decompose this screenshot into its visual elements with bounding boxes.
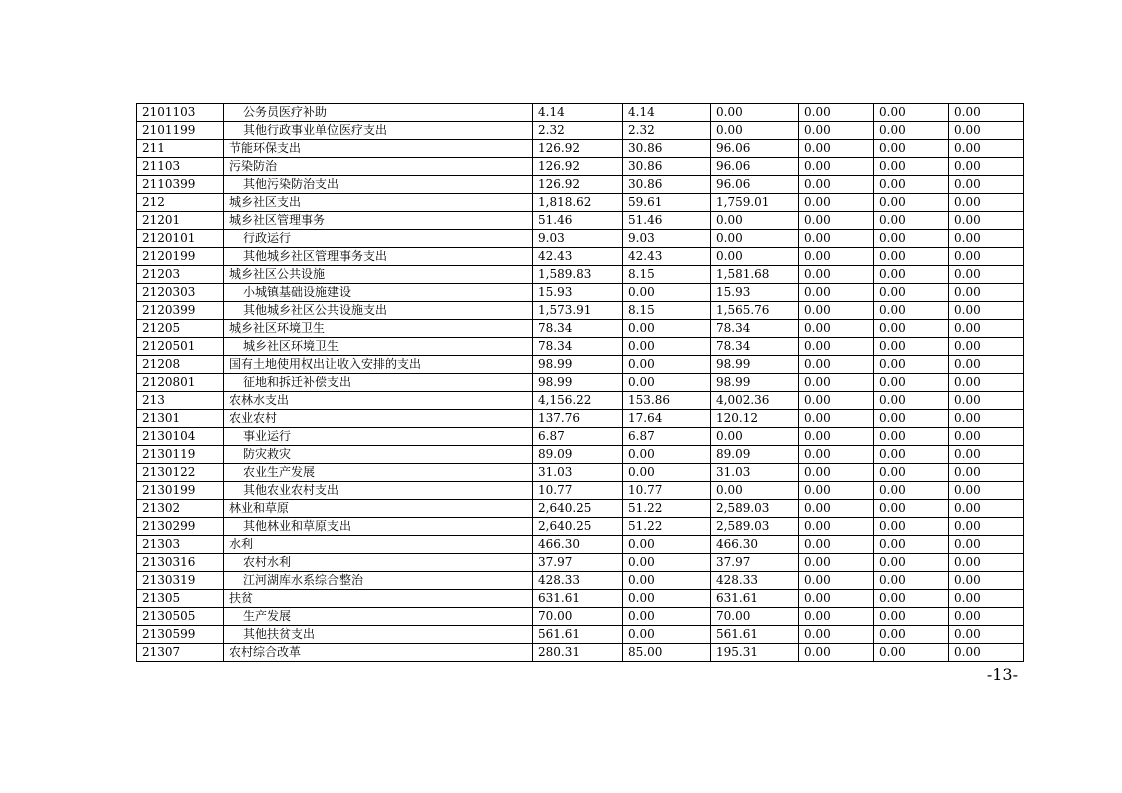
amount-cell: 0.00: [874, 176, 949, 194]
amount-cell: 0.00: [874, 320, 949, 338]
amount-cell: 0.00: [799, 590, 874, 608]
amount-cell: 1,589.83: [533, 266, 623, 284]
amount-cell: 126.92: [533, 158, 623, 176]
amount-cell: 15.93: [533, 284, 623, 302]
amount-cell: 51.22: [623, 500, 711, 518]
amount-cell: 51.46: [533, 212, 623, 230]
amount-cell: 0.00: [874, 356, 949, 374]
amount-cell: 0.00: [623, 626, 711, 644]
amount-cell: 1,818.62: [533, 194, 623, 212]
table-row: [137, 284, 1024, 302]
amount-cell: 0.00: [799, 482, 874, 500]
amount-cell: 1,759.01: [711, 194, 799, 212]
amount-cell: 0.00: [949, 428, 1024, 446]
table-row: [137, 176, 1024, 194]
table-row: [137, 518, 1024, 536]
subject-code-cell: 2130199: [137, 482, 224, 500]
amount-cell: 89.09: [711, 446, 799, 464]
amount-cell: 0.00: [799, 212, 874, 230]
amount-cell: 0.00: [799, 284, 874, 302]
amount-cell: 96.06: [711, 176, 799, 194]
amount-cell: 0.00: [949, 608, 1024, 626]
table-row: [137, 410, 1024, 428]
amount-cell: 0.00: [623, 536, 711, 554]
subject-code-cell: 2130599: [137, 626, 224, 644]
subject-name-cell: 农林水支出: [224, 392, 533, 410]
amount-cell: 0.00: [874, 554, 949, 572]
subject-code-cell: 21208: [137, 356, 224, 374]
amount-cell: 0.00: [711, 482, 799, 500]
subject-code-cell: 2130316: [137, 554, 224, 572]
subject-name-cell: 公务员医疗补助: [224, 104, 533, 122]
amount-cell: 0.00: [949, 230, 1024, 248]
amount-cell: 0.00: [623, 284, 711, 302]
subject-name-cell: 小城镇基础设施建设: [224, 284, 533, 302]
amount-cell: 0.00: [623, 464, 711, 482]
amount-cell: 0.00: [874, 140, 949, 158]
amount-cell: 0.00: [799, 464, 874, 482]
amount-cell: 0.00: [711, 248, 799, 266]
amount-cell: 1,565.76: [711, 302, 799, 320]
amount-cell: 561.61: [711, 626, 799, 644]
subject-code-cell: 2120199: [137, 248, 224, 266]
table-row: [137, 212, 1024, 230]
amount-cell: 0.00: [799, 410, 874, 428]
subject-code-cell: 21303: [137, 536, 224, 554]
amount-cell: 70.00: [711, 608, 799, 626]
subject-name-cell: 城乡社区环境卫生: [224, 338, 533, 356]
amount-cell: 0.00: [949, 104, 1024, 122]
amount-cell: 466.30: [533, 536, 623, 554]
subject-code-cell: 2101103: [137, 104, 224, 122]
subject-name-cell: 水利: [224, 536, 533, 554]
subject-name-cell: 扶贫: [224, 590, 533, 608]
amount-cell: 2,589.03: [711, 500, 799, 518]
amount-cell: 0.00: [799, 500, 874, 518]
amount-cell: 195.31: [711, 644, 799, 662]
amount-cell: 0.00: [874, 464, 949, 482]
amount-cell: 6.87: [623, 428, 711, 446]
amount-cell: 0.00: [799, 194, 874, 212]
amount-cell: 9.03: [623, 230, 711, 248]
table-row: [137, 590, 1024, 608]
amount-cell: 0.00: [799, 320, 874, 338]
amount-cell: 0.00: [799, 608, 874, 626]
amount-cell: 2.32: [533, 122, 623, 140]
amount-cell: 0.00: [799, 644, 874, 662]
amount-cell: 0.00: [949, 446, 1024, 464]
amount-cell: 0.00: [949, 464, 1024, 482]
subject-name-cell: 污染防治: [224, 158, 533, 176]
table-row: [137, 374, 1024, 392]
subject-name-cell: 其他农业农村支出: [224, 482, 533, 500]
table-row: [137, 266, 1024, 284]
amount-cell: 4,156.22: [533, 392, 623, 410]
subject-name-cell: 其他扶贫支出: [224, 626, 533, 644]
amount-cell: 0.00: [949, 302, 1024, 320]
amount-cell: 0.00: [949, 266, 1024, 284]
table-row: [137, 338, 1024, 356]
amount-cell: 0.00: [949, 212, 1024, 230]
subject-name-cell: 其他污染防治支出: [224, 176, 533, 194]
table-row: [137, 194, 1024, 212]
subject-name-cell: 农业农村: [224, 410, 533, 428]
amount-cell: 30.86: [623, 176, 711, 194]
subject-code-cell: 21103: [137, 158, 224, 176]
table-row: [137, 392, 1024, 410]
amount-cell: 0.00: [949, 590, 1024, 608]
amount-cell: 466.30: [711, 536, 799, 554]
amount-cell: 8.15: [623, 302, 711, 320]
subject-name-cell: 防灾救灾: [224, 446, 533, 464]
subject-name-cell: 其他行政事业单位医疗支出: [224, 122, 533, 140]
amount-cell: 1,581.68: [711, 266, 799, 284]
amount-cell: 0.00: [949, 194, 1024, 212]
amount-cell: 0.00: [949, 482, 1024, 500]
table-row: [137, 446, 1024, 464]
subject-name-cell: 城乡社区环境卫生: [224, 320, 533, 338]
amount-cell: 0.00: [874, 500, 949, 518]
table-row: [137, 428, 1024, 446]
subject-code-cell: 211: [137, 140, 224, 158]
table-row: [137, 302, 1024, 320]
amount-cell: 0.00: [799, 356, 874, 374]
amount-cell: 0.00: [799, 158, 874, 176]
amount-cell: 0.00: [874, 122, 949, 140]
amount-cell: 30.86: [623, 158, 711, 176]
amount-cell: 0.00: [711, 428, 799, 446]
table-row: [137, 140, 1024, 158]
amount-cell: 0.00: [623, 572, 711, 590]
subject-code-cell: 2120801: [137, 374, 224, 392]
amount-cell: 0.00: [874, 338, 949, 356]
amount-cell: 0.00: [799, 302, 874, 320]
table-row: [137, 104, 1024, 122]
amount-cell: 0.00: [799, 392, 874, 410]
amount-cell: 1,573.91: [533, 302, 623, 320]
amount-cell: 78.34: [533, 320, 623, 338]
amount-cell: 120.12: [711, 410, 799, 428]
amount-cell: 126.92: [533, 176, 623, 194]
amount-cell: 153.86: [623, 392, 711, 410]
amount-cell: 0.00: [949, 338, 1024, 356]
table-row: [137, 644, 1024, 662]
subject-name-cell: 城乡社区支出: [224, 194, 533, 212]
amount-cell: 0.00: [949, 140, 1024, 158]
amount-cell: 0.00: [949, 518, 1024, 536]
amount-cell: 0.00: [799, 140, 874, 158]
amount-cell: 0.00: [799, 536, 874, 554]
subject-name-cell: 事业运行: [224, 428, 533, 446]
amount-cell: 98.99: [533, 374, 623, 392]
subject-name-cell: 林业和草原: [224, 500, 533, 518]
amount-cell: 78.34: [711, 320, 799, 338]
amount-cell: 428.33: [711, 572, 799, 590]
amount-cell: 96.06: [711, 158, 799, 176]
amount-cell: 31.03: [711, 464, 799, 482]
amount-cell: 0.00: [711, 212, 799, 230]
subject-code-cell: 21201: [137, 212, 224, 230]
amount-cell: 2,589.03: [711, 518, 799, 536]
amount-cell: 0.00: [623, 320, 711, 338]
amount-cell: 0.00: [949, 356, 1024, 374]
amount-cell: 96.06: [711, 140, 799, 158]
amount-cell: 0.00: [799, 626, 874, 644]
amount-cell: 0.00: [874, 608, 949, 626]
amount-cell: 9.03: [533, 230, 623, 248]
amount-cell: 0.00: [799, 572, 874, 590]
amount-cell: 0.00: [623, 608, 711, 626]
amount-cell: 0.00: [874, 158, 949, 176]
amount-cell: 0.00: [874, 518, 949, 536]
table-row: [137, 356, 1024, 374]
amount-cell: 15.93: [711, 284, 799, 302]
amount-cell: 78.34: [533, 338, 623, 356]
amount-cell: 98.99: [711, 356, 799, 374]
amount-cell: 137.76: [533, 410, 623, 428]
amount-cell: 0.00: [874, 482, 949, 500]
subject-name-cell: 江河湖库水系综合整治: [224, 572, 533, 590]
amount-cell: 4.14: [623, 104, 711, 122]
amount-cell: 0.00: [949, 554, 1024, 572]
amount-cell: 2,640.25: [533, 500, 623, 518]
amount-cell: 0.00: [874, 374, 949, 392]
amount-cell: 98.99: [533, 356, 623, 374]
amount-cell: 0.00: [949, 644, 1024, 662]
subject-name-cell: 农业生产发展: [224, 464, 533, 482]
table-row: [137, 482, 1024, 500]
amount-cell: 0.00: [874, 284, 949, 302]
amount-cell: 0.00: [874, 446, 949, 464]
amount-cell: 0.00: [799, 122, 874, 140]
amount-cell: 2,640.25: [533, 518, 623, 536]
amount-cell: 0.00: [623, 590, 711, 608]
table-row: [137, 500, 1024, 518]
subject-code-cell: 21305: [137, 590, 224, 608]
amount-cell: 0.00: [949, 284, 1024, 302]
amount-cell: 0.00: [799, 338, 874, 356]
amount-cell: 0.00: [949, 410, 1024, 428]
subject-code-cell: 2130299: [137, 518, 224, 536]
table-row: [137, 608, 1024, 626]
amount-cell: 0.00: [949, 158, 1024, 176]
table-row: [137, 464, 1024, 482]
amount-cell: 0.00: [623, 446, 711, 464]
amount-cell: 0.00: [799, 176, 874, 194]
subject-name-cell: 行政运行: [224, 230, 533, 248]
amount-cell: 59.61: [623, 194, 711, 212]
amount-cell: 0.00: [874, 230, 949, 248]
amount-cell: 0.00: [874, 104, 949, 122]
subject-code-cell: 2130319: [137, 572, 224, 590]
table-row: [137, 536, 1024, 554]
subject-code-cell: 2120303: [137, 284, 224, 302]
amount-cell: 0.00: [623, 554, 711, 572]
amount-cell: 42.43: [623, 248, 711, 266]
amount-cell: 561.61: [533, 626, 623, 644]
subject-name-cell: 其他林业和草原支出: [224, 518, 533, 536]
amount-cell: 0.00: [874, 194, 949, 212]
table-row: [137, 572, 1024, 590]
amount-cell: 0.00: [874, 392, 949, 410]
subject-code-cell: 2130104: [137, 428, 224, 446]
amount-cell: 0.00: [874, 212, 949, 230]
amount-cell: 0.00: [623, 338, 711, 356]
table-body: [137, 104, 1024, 662]
amount-cell: 0.00: [799, 554, 874, 572]
subject-name-cell: 其他城乡社区管理事务支出: [224, 248, 533, 266]
subject-code-cell: 21301: [137, 410, 224, 428]
subject-name-cell: 生产发展: [224, 608, 533, 626]
subject-code-cell: 2120399: [137, 302, 224, 320]
amount-cell: 631.61: [711, 590, 799, 608]
table-row: [137, 230, 1024, 248]
subject-code-cell: 2120501: [137, 338, 224, 356]
amount-cell: 0.00: [874, 302, 949, 320]
amount-cell: 31.03: [533, 464, 623, 482]
amount-cell: 0.00: [799, 518, 874, 536]
amount-cell: 10.77: [533, 482, 623, 500]
table-row: [137, 122, 1024, 140]
amount-cell: 280.31: [533, 644, 623, 662]
subject-name-cell: 城乡社区管理事务: [224, 212, 533, 230]
amount-cell: 0.00: [874, 248, 949, 266]
amount-cell: 51.46: [623, 212, 711, 230]
amount-cell: 0.00: [949, 500, 1024, 518]
amount-cell: 0.00: [874, 590, 949, 608]
table-row: [137, 626, 1024, 644]
subject-code-cell: 212: [137, 194, 224, 212]
amount-cell: 4.14: [533, 104, 623, 122]
amount-cell: 0.00: [874, 536, 949, 554]
amount-cell: 0.00: [949, 176, 1024, 194]
amount-cell: 0.00: [874, 428, 949, 446]
table-row: [137, 554, 1024, 572]
amount-cell: 0.00: [711, 122, 799, 140]
subject-code-cell: 2130119: [137, 446, 224, 464]
amount-cell: 0.00: [874, 644, 949, 662]
table-row: [137, 158, 1024, 176]
amount-cell: 126.92: [533, 140, 623, 158]
amount-cell: 78.34: [711, 338, 799, 356]
subject-name-cell: 农村水利: [224, 554, 533, 572]
amount-cell: 85.00: [623, 644, 711, 662]
table-row: [137, 320, 1024, 338]
amount-cell: 0.00: [799, 248, 874, 266]
subject-code-cell: 2101199: [137, 122, 224, 140]
amount-cell: 0.00: [949, 248, 1024, 266]
amount-cell: 0.00: [949, 122, 1024, 140]
amount-cell: 0.00: [799, 446, 874, 464]
amount-cell: 30.86: [623, 140, 711, 158]
subject-name-cell: 其他城乡社区公共设施支出: [224, 302, 533, 320]
amount-cell: 0.00: [799, 428, 874, 446]
amount-cell: 4,002.36: [711, 392, 799, 410]
subject-code-cell: 213: [137, 392, 224, 410]
subject-name-cell: 节能环保支出: [224, 140, 533, 158]
table-row: [137, 248, 1024, 266]
subject-name-cell: 国有土地使用权出让收入安排的支出: [224, 356, 533, 374]
subject-code-cell: 21205: [137, 320, 224, 338]
amount-cell: 0.00: [623, 374, 711, 392]
amount-cell: 37.97: [533, 554, 623, 572]
amount-cell: 0.00: [874, 410, 949, 428]
subject-code-cell: 2130122: [137, 464, 224, 482]
budget-expenditure-table: [136, 103, 1024, 662]
amount-cell: 0.00: [874, 572, 949, 590]
amount-cell: 37.97: [711, 554, 799, 572]
subject-name-cell: 农村综合改革: [224, 644, 533, 662]
amount-cell: 0.00: [949, 626, 1024, 644]
amount-cell: 0.00: [874, 266, 949, 284]
subject-code-cell: 21203: [137, 266, 224, 284]
amount-cell: 0.00: [874, 626, 949, 644]
subject-code-cell: 21307: [137, 644, 224, 662]
amount-cell: 10.77: [623, 482, 711, 500]
subject-code-cell: 21302: [137, 500, 224, 518]
amount-cell: 0.00: [623, 356, 711, 374]
amount-cell: 70.00: [533, 608, 623, 626]
subject-name-cell: 城乡社区公共设施: [224, 266, 533, 284]
subject-name-cell: 征地和拆迁补偿支出: [224, 374, 533, 392]
amount-cell: 0.00: [949, 392, 1024, 410]
amount-cell: 0.00: [799, 374, 874, 392]
amount-cell: 6.87: [533, 428, 623, 446]
amount-cell: 51.22: [623, 518, 711, 536]
amount-cell: 428.33: [533, 572, 623, 590]
amount-cell: 0.00: [711, 104, 799, 122]
page-number: -13-: [986, 665, 1018, 684]
amount-cell: 0.00: [799, 230, 874, 248]
amount-cell: 0.00: [949, 572, 1024, 590]
amount-cell: 0.00: [799, 104, 874, 122]
amount-cell: 631.61: [533, 590, 623, 608]
amount-cell: 0.00: [949, 536, 1024, 554]
amount-cell: 8.15: [623, 266, 711, 284]
amount-cell: 0.00: [949, 374, 1024, 392]
amount-cell: 42.43: [533, 248, 623, 266]
amount-cell: 2.32: [623, 122, 711, 140]
amount-cell: 0.00: [711, 230, 799, 248]
amount-cell: 98.99: [711, 374, 799, 392]
subject-code-cell: 2130505: [137, 608, 224, 626]
amount-cell: 89.09: [533, 446, 623, 464]
amount-cell: 0.00: [949, 320, 1024, 338]
subject-code-cell: 2120101: [137, 230, 224, 248]
amount-cell: 17.64: [623, 410, 711, 428]
subject-code-cell: 2110399: [137, 176, 224, 194]
amount-cell: 0.00: [799, 266, 874, 284]
